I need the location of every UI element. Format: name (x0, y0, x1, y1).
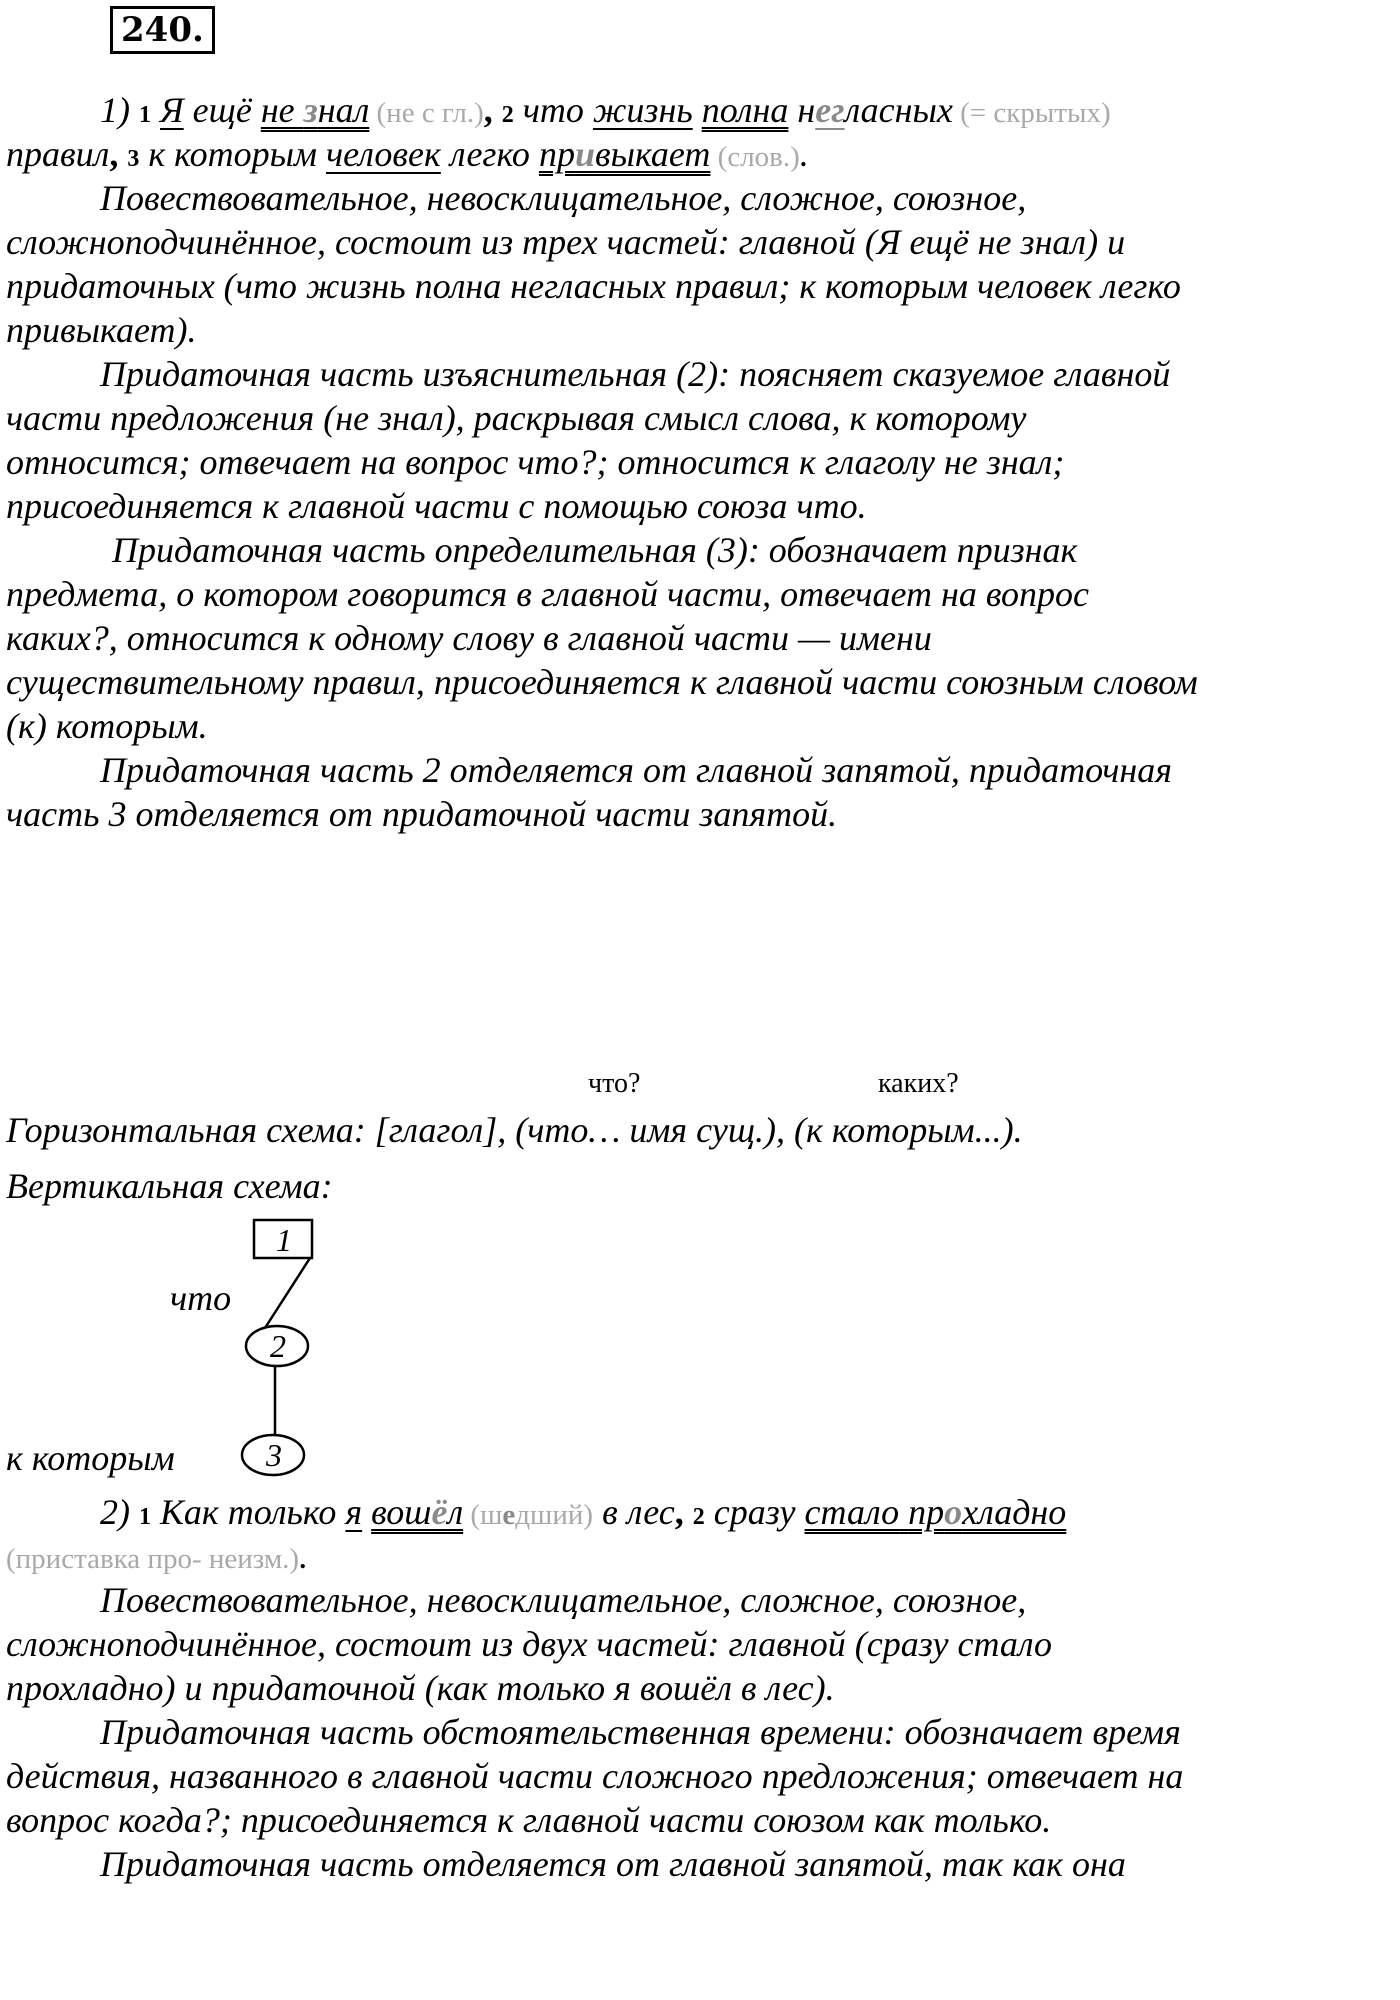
vertical-scheme-title: Вертикальная схема: (6, 1166, 333, 1206)
oval-2-label: 2 (270, 1328, 286, 1364)
part-number-1: 1 (139, 102, 151, 128)
p6-line-1: Придаточная часть обстоятельственная времени: обозначает время (100, 1712, 1181, 1752)
p3-line-1: Придаточная часть определительная (3): обозначает признак (112, 530, 1078, 570)
p5-line-1: Повествовательное, невосклицательное, сложное, союзное, (100, 1580, 1027, 1620)
s2-part-number-1: 1 (139, 1504, 151, 1530)
part-number-3: 3 (127, 146, 140, 172)
p3-line-3: каких?, относится к одному слову в главной части — имени (6, 618, 932, 658)
word-v-les: в лес (593, 1492, 675, 1532)
predicate-privykaet: привыкает (538, 134, 711, 174)
s2-part-number-2: 2 (692, 1504, 705, 1530)
sentence-2-line-1 (100, 1490, 1066, 1539)
p3-line-4: существительному правил, присоединяется к главной части союзным словом (6, 662, 1198, 702)
p6-line-2: действия, названного в главной части сложного предложения; отвечает на (6, 1756, 1184, 1796)
sentence-2-line-2 (6, 1534, 308, 1581)
p1-line-1: Повествовательное, невосклицательное, сложное, союзное, (100, 178, 1027, 218)
question-chto: что? (588, 1068, 641, 1099)
word-pravil: правил (6, 134, 110, 174)
horizontal-scheme: Горизонтальная схема: [глагол], (что… имя сущ.), (к которым...). (6, 1110, 1023, 1150)
p5-line-3: прохладно) и придаточной (как только я вошёл в лес). (6, 1668, 835, 1708)
p4-line-2: часть 3 отделяется от придаточной части запятой. (6, 794, 838, 834)
word-eshche: ещё (183, 90, 261, 130)
predicate-stalo-prokhladno: стало прохладно (804, 1492, 1067, 1532)
note-slov: (слов.) (710, 141, 800, 173)
period: . (799, 134, 809, 174)
subject-ya: Я (160, 90, 184, 130)
predicate-polna: полна (701, 90, 789, 130)
subject-chelovek: человек (326, 134, 441, 174)
question-kakikh: каких? (878, 1068, 959, 1099)
box-1-label: 1 (276, 1222, 292, 1258)
comma: , (483, 90, 493, 130)
note-shedshiy: (шедший) (463, 1499, 594, 1531)
word-srazu: сразу (704, 1492, 805, 1532)
note-ne-s-gl: (не с гл.) (369, 97, 484, 129)
word-k-kotorym: к которым (139, 134, 326, 174)
p2-line-2: части предложения (не знал), раскрывая смысл слова, к которому (6, 398, 1027, 438)
comma: , (109, 134, 119, 174)
task-number: 240. (110, 6, 215, 54)
predicate-voshel: вошёл (371, 1492, 464, 1532)
label-k-kotorym: к которым (6, 1438, 175, 1478)
oval-3-label: 3 (266, 1437, 282, 1473)
part-number-2: 2 (501, 102, 514, 128)
note-pristavka: (приставка про- неизм.) (6, 1543, 300, 1575)
sentence-2-marker: 2) (100, 1492, 130, 1532)
p2-line-1: Придаточная часть изъяснительная (2): поясняет сказуемое главной (100, 354, 1171, 394)
word-neglasnykh: негласных (788, 90, 953, 130)
p3-line-5: (к) которым. (6, 706, 208, 746)
sentence-1-marker: 1) (100, 90, 130, 130)
link-1-2 (265, 1258, 310, 1328)
word-chto: что (513, 90, 593, 130)
word-legko: легко (440, 134, 539, 174)
p1-line-2: сложноподчинённое, состоит из трех частей: главной (Я ещё не знал) и (6, 222, 1126, 262)
predicate-ne-znal: не знал (260, 90, 370, 130)
p2-line-3: относится; отвечает на вопрос что?; относится к глаголу не знал; (6, 442, 1065, 482)
p4-line-1: Придаточная часть 2 отделяется от главной запятой, придаточная (100, 750, 1172, 790)
p1-line-3: придаточных (что жизнь полна негласных правил; к которым человек легко (6, 266, 1181, 306)
subject-zhizn: жизнь (592, 90, 693, 130)
period: . (299, 1536, 309, 1576)
p1-line-4: привыкает). (6, 310, 197, 350)
note-skrytykh: (= скрытых) (952, 97, 1111, 129)
p7-line-1: Придаточная часть отделяется от главной запятой, так как она (100, 1844, 1126, 1884)
p5-line-2: сложноподчинённое, состоит из двух частей: главной (сразу стало (6, 1624, 1053, 1664)
p2-line-4: присоединяется к главной части с помощью союза что. (6, 486, 867, 526)
p6-line-3: вопрос когда?; присоединяется к главной части союзом как только. (6, 1800, 1052, 1840)
word-kak-tolko: Как только (151, 1492, 346, 1532)
p3-line-2: предмета, о котором говорится в главной части, отвечает на вопрос (6, 574, 1089, 614)
subject-ya-2: я (345, 1492, 363, 1532)
comma: , (674, 1492, 684, 1532)
label-chto: что (170, 1278, 232, 1318)
